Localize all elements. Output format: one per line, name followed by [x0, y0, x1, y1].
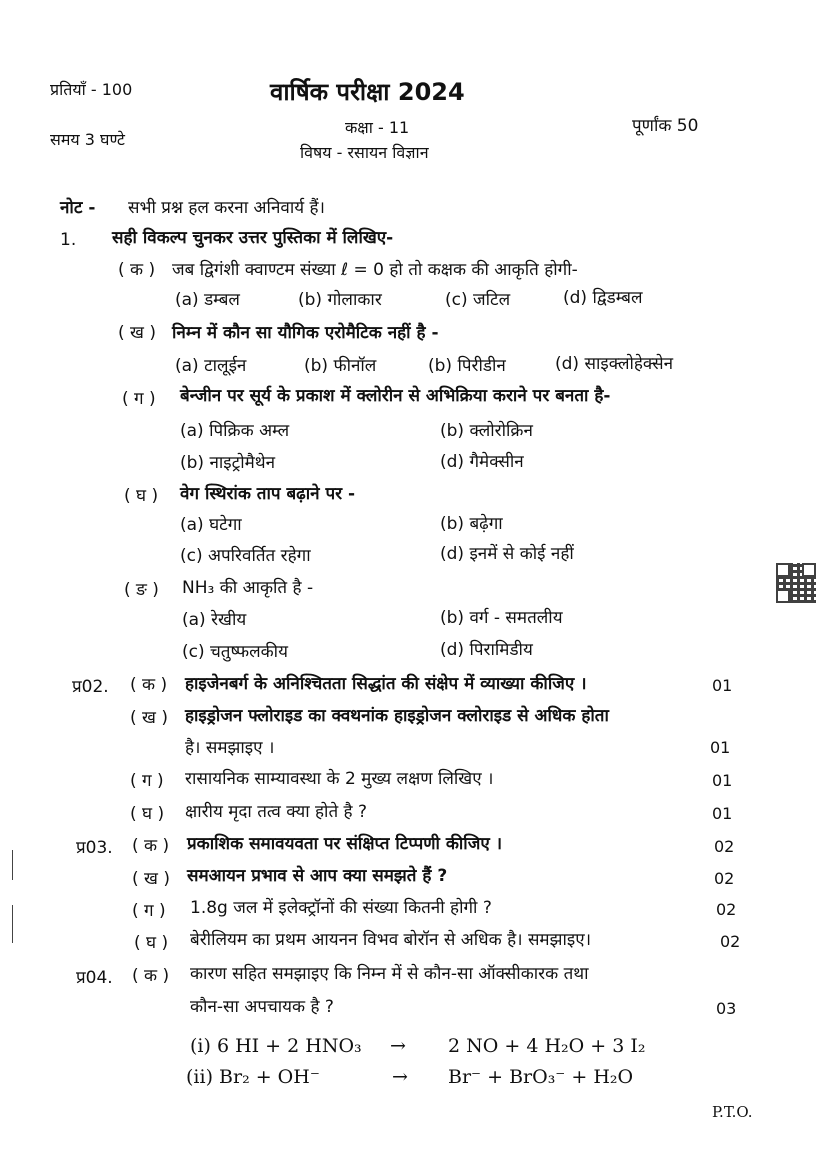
q1-instruction: सही विकल्प चुनकर उत्तर पुस्तिका में लिखिए- — [112, 228, 394, 248]
equation-1-reactants: (i) 6 HI + 2 HNO₃ — [190, 1035, 362, 1057]
q4-number: प्र04. — [76, 968, 113, 988]
q3-number: प्र03. — [76, 838, 113, 858]
q1-ka-opt-d: (d) द्विडम्बल — [563, 288, 643, 308]
q1-kha-opt-c: (b) पिरीडीन — [428, 356, 506, 376]
equation-2-arrow: → — [392, 1066, 408, 1088]
q1-gha-opt-a: (a) घटेगा — [180, 515, 242, 535]
max-marks: पूर्णांक 50 — [632, 116, 699, 136]
class-label: कक्षा - 11 — [345, 118, 410, 137]
equation-2-reactants: (ii) Br₂ + OH⁻ — [186, 1066, 320, 1088]
q1-ga-opt-d: (d) गैमेक्सीन — [440, 452, 524, 472]
q1-ga-opt-c: (b) नाइट्रोमैथेन — [180, 453, 276, 473]
q3-kha-text: समआयन प्रभाव से आप क्या समझते हैं ? — [187, 866, 448, 886]
exam-title: वार्षिक परीक्षा 2024 — [270, 78, 465, 106]
q3-gha-marks: 02 — [720, 932, 741, 951]
q2-ga-marks: 01 — [712, 771, 733, 790]
q1-gha-label: ( घ ) — [124, 486, 159, 506]
q2-ga-label: ( ग ) — [130, 771, 164, 791]
q1-kha-text: निम्न में कौन सा यौगिक एरोमैटिक नहीं है - — [172, 323, 439, 343]
exam-duration: समय 3 घण्टे — [50, 130, 125, 149]
q1-number: 1. — [60, 230, 77, 250]
q2-ga-text: रासायनिक साम्यावस्था के 2 मुख्य लक्षण लिखिए । — [185, 769, 494, 789]
q1-gha-opt-d: (d) इनमें से कोई नहीं — [440, 544, 574, 564]
q4-ka-text: कारण सहित समझाइए कि निम्न में से कौन-सा ऑक्सीकारक तथा — [190, 964, 589, 984]
q1-ka-text: जब द्विगंशी क्वाण्टम संख्या ℓ = 0 हो तो कक्षक की आकृति होगी- — [172, 260, 578, 280]
equation-1-products: 2 NO + 4 H₂O + 3 I₂ — [448, 1035, 646, 1057]
q1-ga-opt-b: (b) क्लोरोक्रिन — [440, 421, 533, 441]
copies-count: प्रतियाँ - 100 — [50, 80, 133, 99]
q1-ga-label: ( ग ) — [122, 389, 156, 409]
pto-label: P.T.O. — [712, 1103, 753, 1121]
q3-ga-marks: 02 — [716, 900, 737, 919]
subject-label: विषय - रसायन विज्ञान — [300, 143, 429, 162]
q2-gha-text: क्षारीय मृदा तत्व क्या होते है ? — [185, 802, 368, 822]
q1-nga-label: ( ङ ) — [124, 580, 159, 600]
q2-number: प्र02. — [72, 677, 109, 697]
q2-kha-label: ( ख ) — [130, 708, 168, 728]
q1-kha-opt-a: (a) टालूईन — [175, 356, 247, 376]
q3-ka-label: ( क ) — [132, 836, 170, 856]
q2-kha-text-cont: है। समझाइए । — [185, 738, 275, 758]
q1-ga-text: बेन्जीन पर सूर्य के प्रकाश में क्लोरीन से अभिक्रिया कराने पर बनता है- — [180, 386, 611, 406]
q2-kha-marks: 01 — [710, 738, 731, 757]
q1-nga-opt-d: (d) पिरामिडीय — [440, 640, 533, 660]
q1-ka-opt-c: (c) जटिल — [445, 290, 511, 310]
q2-ka-label: ( क ) — [130, 675, 168, 695]
q1-gha-opt-c: (c) अपरिवर्तित रहेगा — [180, 546, 311, 566]
margin-mark — [12, 850, 13, 880]
q4-ka-marks: 03 — [716, 999, 737, 1018]
q2-kha-text: हाइड्रोजन फ्लोराइड का क्वथनांक हाइड्रोजन क्लोराइड से अधिक होता — [185, 706, 609, 726]
q1-nga-text: NH₃ की आकृति है - — [182, 578, 314, 598]
q3-gha-text: बेरीलियम का प्रथम आयनन विभव बोरॉन से अधिक है। समझाइए। — [190, 930, 592, 950]
note-label: नोट - — [60, 198, 96, 218]
q3-ga-label: ( ग ) — [132, 901, 166, 921]
q3-kha-label: ( ख ) — [132, 869, 170, 889]
q1-nga-opt-a: (a) रेखीय — [182, 610, 247, 630]
q2-ka-text: हाइजेनबर्ग के अनिश्चितता सिद्धांत की संक्षेप में व्याख्या कीजिए । — [185, 674, 587, 694]
q4-ka-label: ( क ) — [132, 966, 170, 986]
q3-kha-marks: 02 — [714, 869, 735, 888]
q3-ka-text: प्रकाशिक समावयवता पर संक्षिप्त टिप्पणी कीजिए । — [187, 834, 503, 854]
qr-code-icon — [776, 563, 816, 603]
q3-gha-label: ( घ ) — [134, 933, 169, 953]
q1-gha-text: वेग स्थिरांक ताप बढ़ाने पर - — [180, 484, 356, 504]
q1-kha-opt-b: (b) फीनॉल — [304, 356, 377, 376]
q1-nga-opt-b: (b) वर्ग - समतलीय — [440, 608, 563, 628]
q2-ka-marks: 01 — [712, 676, 733, 695]
q1-kha-opt-d: (d) साइक्लोहेक्सेन — [555, 354, 674, 374]
q1-ka-opt-a: (a) डम्बल — [175, 290, 240, 310]
q2-gha-marks: 01 — [712, 804, 733, 823]
q1-nga-opt-c: (c) चतुष्फलकीय — [182, 642, 288, 662]
q2-gha-label: ( घ ) — [130, 804, 165, 824]
q1-ka-opt-b: (b) गोलाकार — [298, 290, 382, 310]
q1-ka-label: ( क ) — [118, 260, 156, 280]
equation-1-arrow: → — [390, 1035, 406, 1057]
q4-ka-text-cont: कौन-सा अपचायक है ? — [190, 997, 334, 1017]
note-text: सभी प्रश्न हल करना अनिवार्य हैं। — [128, 198, 325, 218]
equation-2-products: Br⁻ + BrO₃⁻ + H₂O — [448, 1066, 634, 1088]
q1-ga-opt-a: (a) पिक्रिक अम्ल — [180, 421, 290, 441]
q1-kha-label: ( ख ) — [118, 323, 156, 343]
q3-ka-marks: 02 — [714, 837, 735, 856]
q1-gha-opt-b: (b) बढ़ेगा — [440, 514, 503, 534]
q3-ga-text: 1.8g जल में इलेक्ट्रॉनों की संख्या कितनी होगी ? — [190, 898, 492, 918]
margin-mark — [12, 905, 13, 943]
